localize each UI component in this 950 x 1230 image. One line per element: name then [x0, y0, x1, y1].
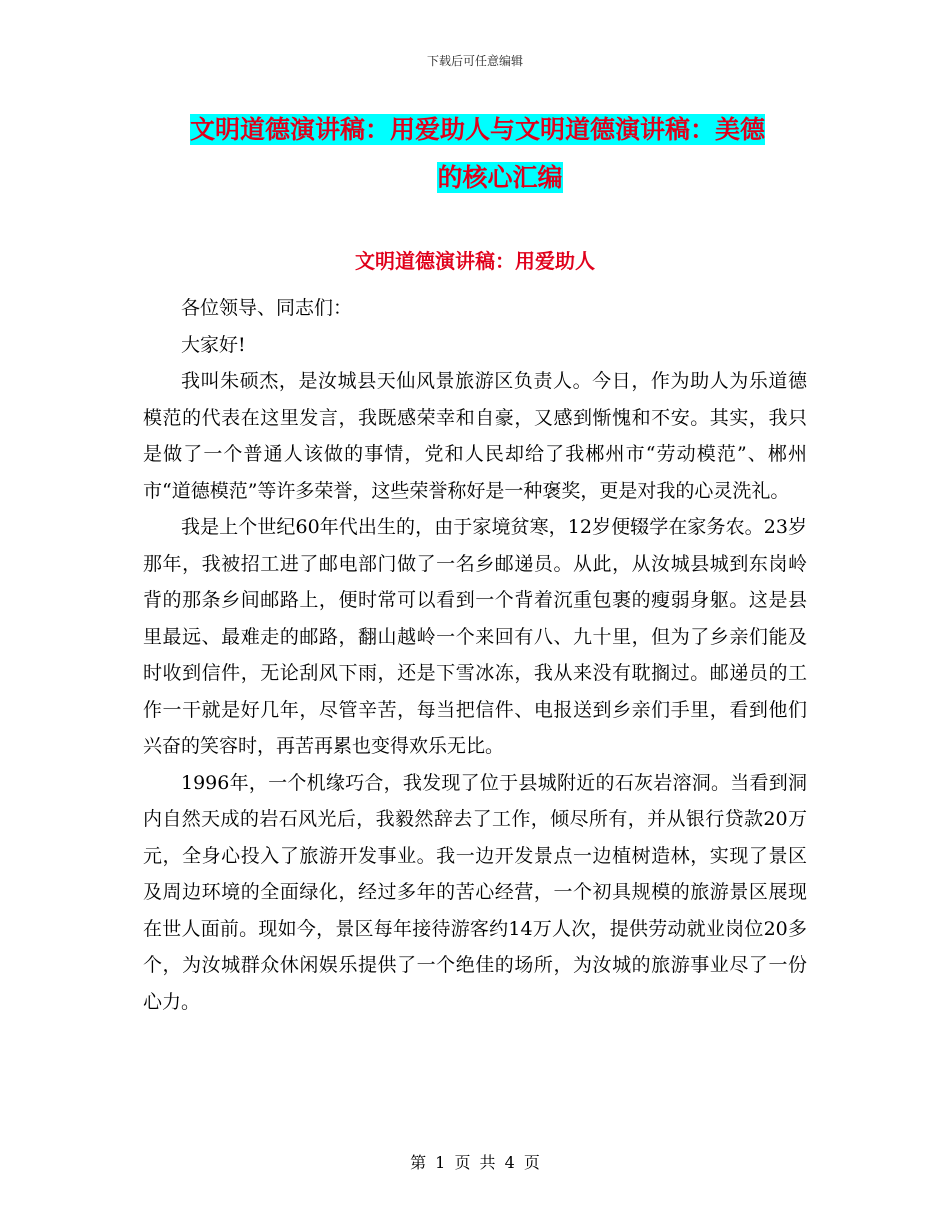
document-body: [143, 290, 807, 1020]
document-title-line1: 文明道德演讲稿：用爱助人与文明道德演讲稿：美德: [190, 115, 766, 144]
body-paragraph: 1996年，一个机缘巧合，我发现了位于县城附近的石灰岩溶洞。当看到洞内自然天成的岩石风光后，我毅然辞去了工作，倾尽所有，并从银行贷款20万元，全身心投入了旅游开发事业。我一边开发景点一边植树造林，实现了景区及周边环境的全面绿化，经过多年的苦心经营，一个初具规模的旅游景区展现在世人面前。现如今，景区每年接待游客约14万人次，提供劳动就业岗位20多个，为汝城群众休闲娱乐提供了一个绝佳的场所，为汝城的旅游事业尽了一份心力。: [143, 771, 807, 1013]
document-title-line2: 的核心汇编: [437, 163, 563, 192]
section-title: 文明道德演讲稿：用爱助人: [355, 249, 595, 273]
page-header-note: 下载后可任意编辑: [426, 54, 523, 68]
document-title: [190, 110, 810, 198]
body-paragraph: 我叫朱硕杰，是汝城县天仙风景旅游区负责人。今日，作为助人为乐道德模范的代表在这里发言，我既感荣幸和自豪，又感到惭愧和不安。其实，我只是做了一个普通人该做的事情，党和人民却给了我郴州市“劳动模范”、郴州市“道德模范”等许多荣誉，这些荣誉称好是一种褒奖，更是对我的心灵洗礼。: [143, 370, 807, 502]
page-number: 第 1 页 共 4 页: [410, 1153, 540, 1172]
body-paragraph: 我是上个世纪60年代出生的，由于家境贫寒，12岁便辍学在家务农。23岁那年，我被招工进了邮电部门做了一名乡邮递员。从此，从汝城县城到东岗岭背的那条乡间邮路上，便时常可以看到一个背着沉重包裹的瘦弱身躯。这是县里最远、最难走的邮路，翻山越岭一个来回有八、九十里，但为了乡亲们能及时收到信件，无论刮风下雨，还是下雪冰冻，我从来没有耽搁过。邮递员的工作一干就是好几年，尽管辛苦，每当把信件、电报送到乡亲们手里，看到他们兴奋的笑容时，再苦再累也变得欢乐无比。: [143, 516, 807, 757]
salutation: 各位领导、同志们：: [181, 297, 353, 319]
greeting: 大家好!: [181, 333, 246, 356]
